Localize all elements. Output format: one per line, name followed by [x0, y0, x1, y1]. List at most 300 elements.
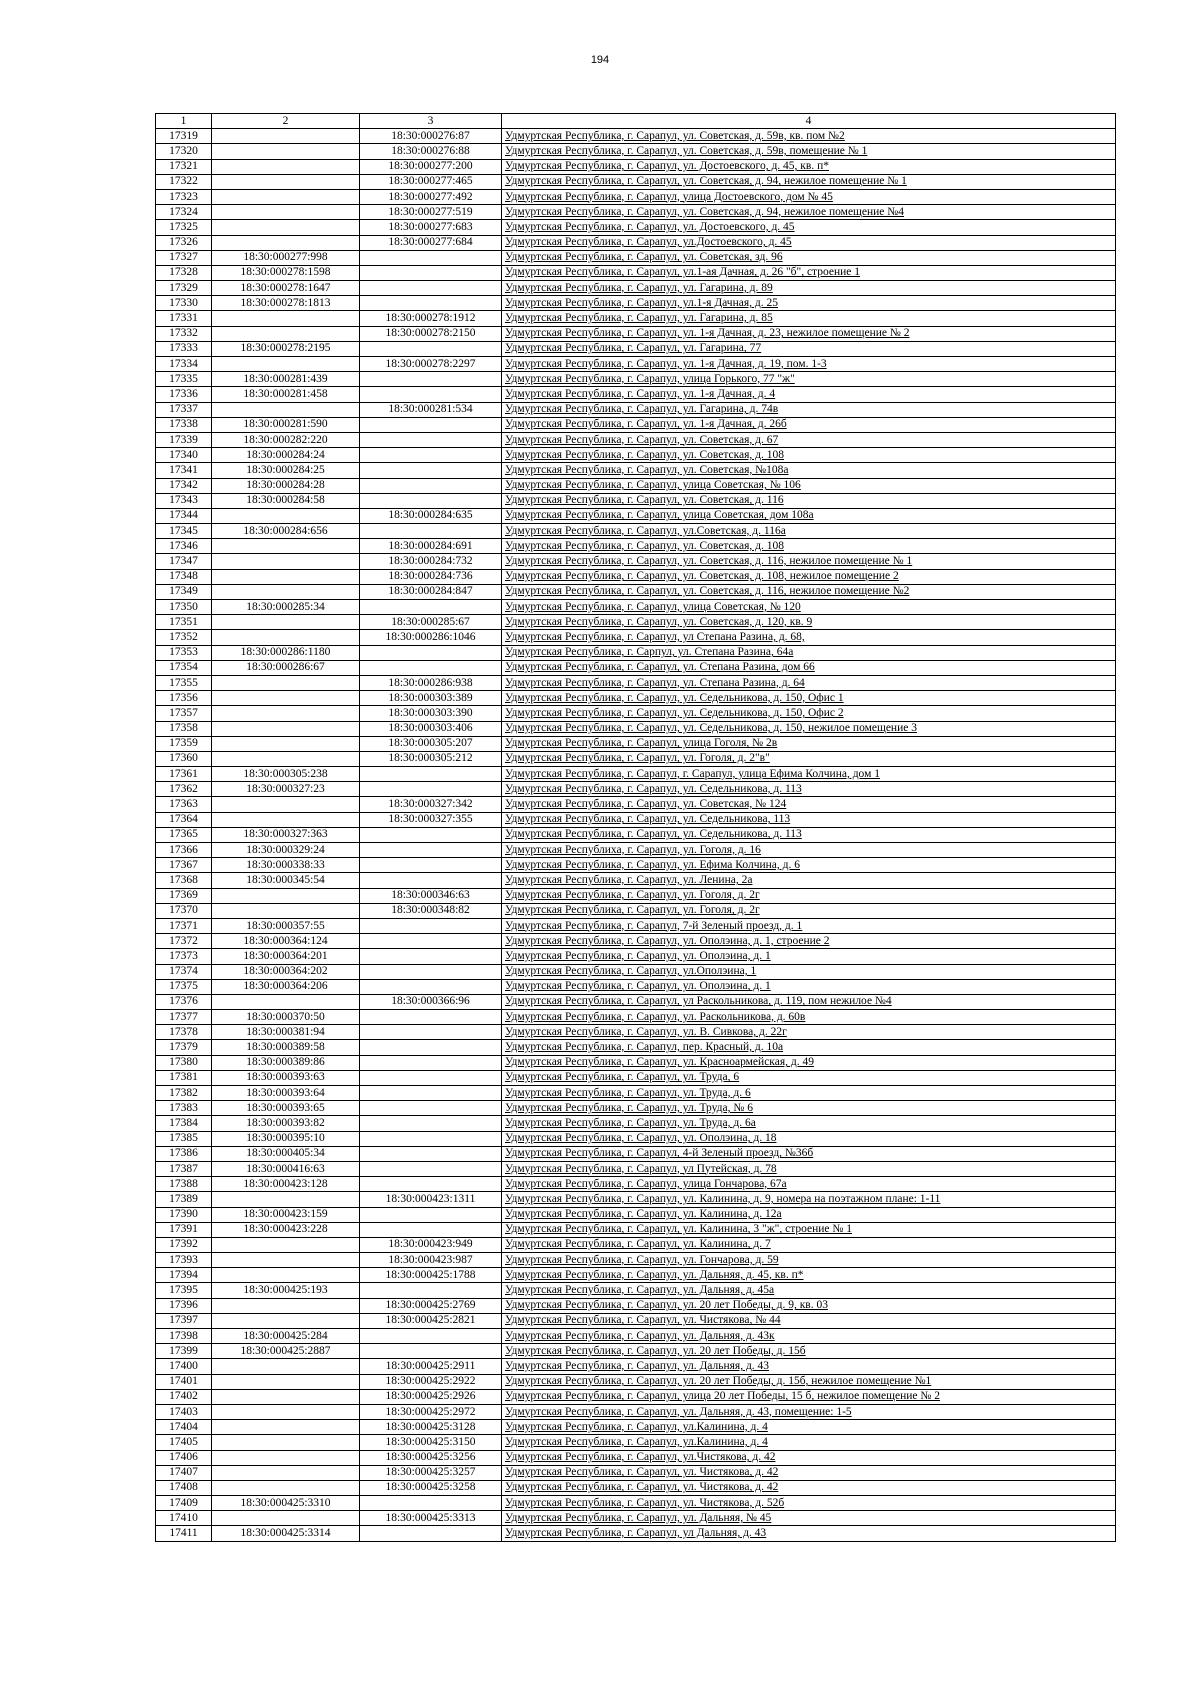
cadastral-number-col3-cell: 18:30:000277:519 — [360, 205, 502, 220]
row-number-cell: 17391 — [156, 1222, 212, 1237]
row-number-cell: 17383 — [156, 1101, 212, 1116]
row-number-cell: 17410 — [156, 1511, 212, 1526]
table-row — [156, 600, 1116, 615]
cadastral-number-col2-cell: 18:30:000282:220 — [212, 432, 360, 447]
cadastral-number-col3-cell — [360, 979, 502, 994]
cadastral-number-col3-cell: 18:30:000303:389 — [360, 691, 502, 706]
cadastral-number-col3-cell: 18:30:000425:3257 — [360, 1465, 502, 1480]
cadastral-number-col2-cell: 18:30:000278:2195 — [212, 341, 360, 356]
row-number-cell: 17393 — [156, 1253, 212, 1268]
cadastral-number-col2-cell — [212, 1480, 360, 1495]
cadastral-number-col2-cell — [212, 1237, 360, 1252]
address-cell: Удмуртская Республика, г. Сарапул, ул. Седельникова, д. 113 — [502, 782, 1116, 797]
cadastral-number-col3-cell: 18:30:000425:3128 — [360, 1420, 502, 1435]
table-row — [156, 372, 1116, 387]
cadastral-number-col3-cell: 18:30:000285:67 — [360, 615, 502, 630]
address-cell: Удмуртская Республика, г. Сарапул, ул.1-я Дачная, д. 25 — [502, 296, 1116, 311]
table-row — [156, 827, 1116, 842]
cadastral-number-col2-cell — [212, 630, 360, 645]
address-cell: Удмуртская Республика, г. Сарапул, ул. Труда, № 6 — [502, 1101, 1116, 1116]
address-cell: Удмуртская Республика, г. Сарапул, ул.Чистякова, д. 42 — [502, 1450, 1116, 1465]
cadastral-number-col3-cell: 18:30:000284:635 — [360, 508, 502, 523]
address-cell: Удмуртская Республика, г. Сарапул, пер. Красный, д. 10а — [502, 1040, 1116, 1055]
cadastral-number-col3-cell: 18:30:000327:342 — [360, 797, 502, 812]
row-number-cell: 17335 — [156, 372, 212, 387]
cadastral-number-col3-cell — [360, 1329, 502, 1344]
row-number-cell: 17345 — [156, 524, 212, 539]
cadastral-number-col2-cell — [212, 174, 360, 189]
cadastral-number-col2-cell: 18:30:000389:58 — [212, 1040, 360, 1055]
cadastral-number-col3-cell: 18:30:000277:465 — [360, 174, 502, 189]
address-cell: Удмуртская Республика, г. Сарапул, ул. Советская, зд. 96 — [502, 250, 1116, 265]
row-number-cell: 17370 — [156, 903, 212, 918]
address-cell: Удмуртская Республика, г. Сарапул, ул. 1-я Дачная, д. 26б — [502, 417, 1116, 432]
cadastral-number-col3-cell — [360, 250, 502, 265]
address-cell: Удмуртская Республика, г. Сарапул, улица Советская, № 106 — [502, 478, 1116, 493]
address-cell: Удмуртская Республика, г. Сарапул, ул. Советская, д. 116, нежилое помещение №2 — [502, 584, 1116, 599]
cadastral-number-col2-cell: 18:30:000423:159 — [212, 1207, 360, 1222]
cadastral-number-col3-cell: 18:30:000348:82 — [360, 903, 502, 918]
cadastral-number-col3-cell — [360, 1496, 502, 1511]
address-cell: Удмуртская Республика, г. Сарапул, ул. Дальняя, д. 43к — [502, 1329, 1116, 1344]
row-number-cell: 17358 — [156, 721, 212, 736]
cadastral-number-col2-cell — [212, 888, 360, 903]
table-row — [156, 1404, 1116, 1419]
row-number-cell: 17365 — [156, 827, 212, 842]
cadastral-number-col3-cell: 18:30:000305:212 — [360, 751, 502, 766]
cadastral-number-col2-cell — [212, 1374, 360, 1389]
row-number-cell: 17402 — [156, 1389, 212, 1404]
cadastral-number-col2-cell — [212, 159, 360, 174]
address-cell: Удмуртская Республика, г. Сарапул, улица Гоголя, № 2в — [502, 736, 1116, 751]
cadastral-number-col3-cell — [360, 1025, 502, 1040]
table-row — [156, 660, 1116, 675]
table-row — [156, 1496, 1116, 1511]
cadastral-number-col3-cell — [360, 1526, 502, 1541]
table-row — [156, 326, 1116, 341]
table-row — [156, 964, 1116, 979]
cadastral-number-col3-cell: 18:30:000423:949 — [360, 1237, 502, 1252]
cadastral-number-col3-cell — [360, 949, 502, 964]
cadastral-number-col3-cell — [360, 265, 502, 280]
row-number-cell: 17361 — [156, 767, 212, 782]
row-number-cell: 17373 — [156, 949, 212, 964]
column-header-4: 4 — [502, 114, 1116, 129]
table-row — [156, 903, 1116, 918]
table-row — [156, 1450, 1116, 1465]
cadastral-number-col3-cell: 18:30:000286:938 — [360, 675, 502, 690]
table-row — [156, 1283, 1116, 1298]
row-number-cell: 17411 — [156, 1526, 212, 1541]
table-row — [156, 1070, 1116, 1085]
cadastral-number-col2-cell: 18:30:000284:656 — [212, 524, 360, 539]
address-cell: Удмуртская Республика, г. Сарапул, ул. Дальняя, д. 43, помещение: 1-5 — [502, 1404, 1116, 1419]
address-cell: Удмуртская Республика, г. Сарапул, ул. Труда, д. 6а — [502, 1116, 1116, 1131]
cadastral-number-col2-cell: 18:30:000277:998 — [212, 250, 360, 265]
row-number-cell: 17351 — [156, 615, 212, 630]
cadastral-number-col2-cell: 18:30:000281:590 — [212, 417, 360, 432]
cadastral-number-col3-cell: 18:30:000423:987 — [360, 1253, 502, 1268]
row-number-cell: 17331 — [156, 311, 212, 326]
row-number-cell: 17379 — [156, 1040, 212, 1055]
table-row — [156, 675, 1116, 690]
table-row — [156, 554, 1116, 569]
table-row — [156, 1526, 1116, 1541]
cadastral-number-col3-cell — [360, 1207, 502, 1222]
cadastral-number-col2-cell — [212, 675, 360, 690]
table-row — [156, 1420, 1116, 1435]
address-cell: Удмуртская Республика, г. Сарапул, ул. Ополэина, д. 1 — [502, 979, 1116, 994]
address-cell: Удмуртская Республика, г. Сарапул, ул. Труда, 6 — [502, 1070, 1116, 1085]
table-row — [156, 508, 1116, 523]
cadastral-number-col2-cell: 18:30:000393:82 — [212, 1116, 360, 1131]
cadastral-number-col3-cell — [360, 1116, 502, 1131]
table-row — [156, 463, 1116, 478]
table-row — [156, 1101, 1116, 1116]
cadastral-number-col2-cell: 18:30:000425:2887 — [212, 1344, 360, 1359]
cadastral-number-col3-cell — [360, 524, 502, 539]
cadastral-number-col2-cell — [212, 357, 360, 372]
address-cell: Удмуртская Республика, г. Сарапул, ул. Гоголя, д. 2г — [502, 888, 1116, 903]
cadastral-number-col3-cell — [360, 463, 502, 478]
table-row — [156, 235, 1116, 250]
cadastral-number-col2-cell: 18:30:000389:86 — [212, 1055, 360, 1070]
row-number-cell: 17360 — [156, 751, 212, 766]
row-number-cell: 17395 — [156, 1283, 212, 1298]
cadastral-number-col2-cell — [212, 1435, 360, 1450]
row-number-cell: 17396 — [156, 1298, 212, 1313]
cadastral-number-col2-cell — [212, 1404, 360, 1419]
row-number-cell: 17357 — [156, 706, 212, 721]
address-cell: Удмуртская Республика, г. Сарапул, улица Советская, № 120 — [502, 600, 1116, 615]
cadastral-number-col3-cell — [360, 600, 502, 615]
table-row — [156, 250, 1116, 265]
row-number-cell: 17344 — [156, 508, 212, 523]
table-row — [156, 1359, 1116, 1374]
cadastral-number-col3-cell: 18:30:000425:3313 — [360, 1511, 502, 1526]
row-number-cell: 17371 — [156, 918, 212, 933]
cadastral-number-col2-cell: 18:30:000425:3314 — [212, 1526, 360, 1541]
cadastral-number-col2-cell: 18:30:000327:23 — [212, 782, 360, 797]
cadastral-number-col2-cell: 18:30:000370:50 — [212, 1010, 360, 1025]
cadastral-number-col3-cell — [360, 1131, 502, 1146]
cadastral-number-col2-cell: 18:30:000284:58 — [212, 493, 360, 508]
address-cell: Удмуртская Республика, г. Сарапул, г. Сарапул, улица Ефима Колчина, дом 1 — [502, 767, 1116, 782]
cadastral-number-col3-cell: 18:30:000327:355 — [360, 812, 502, 827]
table-row — [156, 1146, 1116, 1161]
address-cell: Удмуртская Республика, г. Сарапул, ул. Гагарина, д. 85 — [502, 311, 1116, 326]
address-cell: Удмуртская Республика, г. Сарапул, ул. Чистякова, д. 42 — [502, 1465, 1116, 1480]
cadastral-number-col2-cell: 18:30:000278:1598 — [212, 265, 360, 280]
table-body — [156, 129, 1116, 1541]
table-row — [156, 691, 1116, 706]
cadastral-number-col2-cell: 18:30:000423:228 — [212, 1222, 360, 1237]
row-number-cell: 17403 — [156, 1404, 212, 1419]
cadastral-number-col2-cell — [212, 1465, 360, 1480]
cadastral-number-col3-cell — [360, 432, 502, 447]
cadastral-number-col2-cell — [212, 205, 360, 220]
cadastral-number-col3-cell — [360, 858, 502, 873]
cadastral-number-col2-cell — [212, 736, 360, 751]
cadastral-number-col2-cell: 18:30:000286:67 — [212, 660, 360, 675]
cadastral-number-col3-cell: 18:30:000425:2821 — [360, 1313, 502, 1328]
table-row — [156, 1010, 1116, 1025]
address-cell: Удмуртская Республика, г. Сарапул, ул.Достоевского, д. 45 — [502, 235, 1116, 250]
table-row — [156, 448, 1116, 463]
row-number-cell: 17346 — [156, 539, 212, 554]
cadastral-number-col3-cell — [360, 1283, 502, 1298]
cadastral-number-col2-cell — [212, 994, 360, 1009]
table-row — [156, 1298, 1116, 1313]
table-row — [156, 1389, 1116, 1404]
cadastral-number-col2-cell — [212, 1268, 360, 1283]
cadastral-number-col2-cell — [212, 1313, 360, 1328]
cadastral-number-col3-cell — [360, 1344, 502, 1359]
table-row — [156, 432, 1116, 447]
column-header-1: 1 — [156, 114, 212, 129]
address-cell: Удмуртская Республика, г. Сарапул, ул. Советская, д. 120, кв. 9 — [502, 615, 1116, 630]
cadastral-number-col2-cell: 18:30:000284:24 — [212, 448, 360, 463]
row-number-cell: 17376 — [156, 994, 212, 1009]
cadastral-number-col2-cell — [212, 812, 360, 827]
cadastral-number-col2-cell — [212, 1511, 360, 1526]
table-row — [156, 174, 1116, 189]
address-cell: Удмуртская Республика, г. Сарапул, ул. Гагарина, д. 89 — [502, 281, 1116, 296]
cadastral-number-col3-cell — [360, 372, 502, 387]
address-cell: Удмуртская Республика, г. Сарапул, ул. Советская, д. 108 — [502, 539, 1116, 554]
cadastral-number-col3-cell — [360, 660, 502, 675]
row-number-cell: 17368 — [156, 873, 212, 888]
table-row — [156, 205, 1116, 220]
cadastral-number-col2-cell: 18:30:000425:284 — [212, 1329, 360, 1344]
table-row — [156, 949, 1116, 964]
cadastral-number-col2-cell: 18:30:000364:202 — [212, 964, 360, 979]
column-header-2: 2 — [212, 114, 360, 129]
cadastral-number-col3-cell — [360, 873, 502, 888]
address-cell: Удмуртская Республика, г. Сарапул, ул. Ленина, 2а — [502, 873, 1116, 888]
address-cell: Удмуртская Республика, г. Сарапул, ул. Чистякова, д. 52б — [502, 1496, 1116, 1511]
cadastral-number-col2-cell — [212, 797, 360, 812]
cadastral-number-col3-cell — [360, 1055, 502, 1070]
row-number-cell: 17388 — [156, 1177, 212, 1192]
address-cell: Удмуртская Республика, г. Сарапул, ул Дальняя, д. 43 — [502, 1526, 1116, 1541]
address-cell: Удмуртская Республика, г. Сарапул, ул. 20 лет Победы, д. 9, кв. 03 — [502, 1298, 1116, 1313]
cadastral-number-col2-cell — [212, 220, 360, 235]
table-row — [156, 493, 1116, 508]
table-row — [156, 1177, 1116, 1192]
address-cell: Удмуртская Республика, г. Сарапул, улица Гончарова, 67а — [502, 1177, 1116, 1192]
row-number-cell: 17404 — [156, 1420, 212, 1435]
address-cell: Удмуртская Республика, г. Сарапул, улица Горького, 77 "ж" — [502, 372, 1116, 387]
table-row — [156, 1207, 1116, 1222]
table-row — [156, 357, 1116, 372]
row-number-cell: 17374 — [156, 964, 212, 979]
address-cell: Удмуртская Республика, г. Сарапул, ул. Седельникова, д. 150, Офис 1 — [502, 691, 1116, 706]
table-row — [156, 1025, 1116, 1040]
table-row — [156, 1435, 1116, 1450]
cadastral-number-col2-cell — [212, 129, 360, 144]
cadastral-number-col3-cell — [360, 1086, 502, 1101]
header-row — [156, 114, 1116, 129]
address-cell: Удмуртская Республика, г. Сарапул, 7-й Зеленый проезд, д. 1 — [502, 918, 1116, 933]
row-number-cell: 17322 — [156, 174, 212, 189]
row-number-cell: 17339 — [156, 432, 212, 447]
table-row — [156, 1511, 1116, 1526]
table-row — [156, 296, 1116, 311]
table-row — [156, 1237, 1116, 1252]
cadastral-number-col2-cell — [212, 539, 360, 554]
table-row — [156, 539, 1116, 554]
address-cell: Удмуртская Республика, г. Сарапул, ул. Ополэина, д. 1, строение 2 — [502, 934, 1116, 949]
cadastral-number-col2-cell: 18:30:000405:34 — [212, 1146, 360, 1161]
address-cell: Удмуртская Республика, г. Сарапул, ул. Гагарина, д. 74в — [502, 402, 1116, 417]
row-number-cell: 17327 — [156, 250, 212, 265]
address-cell: Удмуртская Республика, г. Сарапул, ул. Гоголя, д. 2"в" — [502, 751, 1116, 766]
cadastral-number-col3-cell: 18:30:000284:847 — [360, 584, 502, 599]
cadastral-number-col2-cell: 18:30:000284:28 — [212, 478, 360, 493]
table-row — [156, 1131, 1116, 1146]
cadastral-number-col2-cell: 18:30:000425:3310 — [212, 1496, 360, 1511]
cadastral-number-col3-cell — [360, 387, 502, 402]
row-number-cell: 17350 — [156, 600, 212, 615]
cadastral-number-col3-cell — [360, 918, 502, 933]
cadastral-number-col2-cell — [212, 751, 360, 766]
cadastral-number-col3-cell: 18:30:000425:2922 — [360, 1374, 502, 1389]
row-number-cell: 17359 — [156, 736, 212, 751]
cadastral-number-col3-cell: 18:30:000284:736 — [360, 569, 502, 584]
table-row — [156, 797, 1116, 812]
row-number-cell: 17329 — [156, 281, 212, 296]
cadastral-number-col3-cell — [360, 1161, 502, 1176]
cadastral-number-col2-cell: 18:30:000381:94 — [212, 1025, 360, 1040]
address-cell: Удмуртская Республика, г. Сарапул, ул. Советская, д. 59в, кв. пом №2 — [502, 129, 1116, 144]
address-cell: Удмуртская Республика, г. Сарпул, ул. Степана Разина, 64а — [502, 645, 1116, 660]
table-row — [156, 630, 1116, 645]
row-number-cell: 17363 — [156, 797, 212, 812]
address-cell: Удмуртская Республика, г. Сарапул, ул. Достоевского, д. 45, кв. п* — [502, 159, 1116, 174]
table-row — [156, 281, 1116, 296]
table-row — [156, 1344, 1116, 1359]
cadastral-number-col3-cell — [360, 493, 502, 508]
table-row — [156, 387, 1116, 402]
cadastral-number-col3-cell: 18:30:000277:683 — [360, 220, 502, 235]
row-number-cell: 17348 — [156, 569, 212, 584]
address-cell: Удмуртская Республика, г. Сарапул, 4-й Зеленый проезд, №36б — [502, 1146, 1116, 1161]
row-number-cell: 17399 — [156, 1344, 212, 1359]
address-cell: Удмуртская Республика, г. Сарапул, ул.Советская, д. 116а — [502, 524, 1116, 539]
row-number-cell: 17330 — [156, 296, 212, 311]
address-cell: Удмуртская Республика, г. Сарапул, ул. Дальняя, д. 43 — [502, 1359, 1116, 1374]
column-header-3: 3 — [360, 114, 502, 129]
table-row — [156, 1329, 1116, 1344]
address-cell: Удмуртская Республика, г. Сарапул, ул. Калинина, 3 "ж", строение № 1 — [502, 1222, 1116, 1237]
row-number-cell: 17328 — [156, 265, 212, 280]
row-number-cell: 17366 — [156, 843, 212, 858]
address-cell: Удмуртская Республика, г. Сарапул, улица 20 лет Победы, 15 б, нежилое помещение № 2 — [502, 1389, 1116, 1404]
cadastral-number-col2-cell: 18:30:000285:34 — [212, 600, 360, 615]
table-row — [156, 1313, 1116, 1328]
cadastral-number-col3-cell: 18:30:000281:534 — [360, 402, 502, 417]
cadastral-number-col3-cell — [360, 448, 502, 463]
cadastral-number-col3-cell — [360, 1070, 502, 1085]
cadastral-number-col2-cell: 18:30:000284:25 — [212, 463, 360, 478]
cadastral-number-col3-cell — [360, 478, 502, 493]
address-cell: Удмуртская Республика, г. Сарапул, ул. Достоевского, д. 45 — [502, 220, 1116, 235]
cadastral-number-col3-cell — [360, 281, 502, 296]
row-number-cell: 17355 — [156, 675, 212, 690]
cadastral-number-col2-cell: 18:30:000395:10 — [212, 1131, 360, 1146]
table-row — [156, 402, 1116, 417]
row-number-cell: 17347 — [156, 554, 212, 569]
cadastral-number-col2-cell: 18:30:000345:54 — [212, 873, 360, 888]
address-cell: Удмуртская Республика, г. Сарапул, ул Раскольникова, д. 119, пом нежилое №4 — [502, 994, 1116, 1009]
cadastral-number-col3-cell: 18:30:000277:492 — [360, 189, 502, 204]
cadastral-number-col2-cell — [212, 144, 360, 159]
row-number-cell: 17372 — [156, 934, 212, 949]
cadastral-number-col2-cell — [212, 311, 360, 326]
table-row — [156, 1480, 1116, 1495]
table-row — [156, 524, 1116, 539]
address-cell: Удмуртская Республика, г. Сарапул, ул.Калинина, д. 4 — [502, 1420, 1116, 1435]
cadastral-number-col3-cell: 18:30:000425:2972 — [360, 1404, 502, 1419]
address-cell: Удмуртская Республика, г. Сарапул, ул. Чистякова, д. 42 — [502, 1480, 1116, 1495]
row-number-cell: 17381 — [156, 1070, 212, 1085]
row-number-cell: 17401 — [156, 1374, 212, 1389]
row-number-cell: 17409 — [156, 1496, 212, 1511]
address-cell: Удмуртская Республика, г. Сарапул, ул. Калинина, д. 9, номера на поэтажном плане: 1-11 — [502, 1192, 1116, 1207]
cadastral-number-col3-cell — [360, 843, 502, 858]
cadastral-number-col2-cell — [212, 1359, 360, 1374]
cadastral-number-col2-cell: 18:30:000286:1180 — [212, 645, 360, 660]
table-row — [156, 159, 1116, 174]
address-cell: Удмуртская Республика, г. Сарапул, ул. 1-я Дачная, д. 4 — [502, 387, 1116, 402]
cadastral-number-col2-cell — [212, 615, 360, 630]
table-row — [156, 979, 1116, 994]
table-row — [156, 220, 1116, 235]
table-row — [156, 1222, 1116, 1237]
row-number-cell: 17320 — [156, 144, 212, 159]
table-row — [156, 129, 1116, 144]
row-number-cell: 17332 — [156, 326, 212, 341]
row-number-cell: 17398 — [156, 1329, 212, 1344]
address-cell: Удмуртская Республика, г. Сарапул, ул. Ополэина, д. 18 — [502, 1131, 1116, 1146]
address-cell: Удмуртская Республика, г. Сарапул, ул.1-ая Дачная, д. 26 "б", строение 1 — [502, 265, 1116, 280]
cadastral-number-col2-cell: 18:30:000393:63 — [212, 1070, 360, 1085]
address-cell: Удмуртская Республика, г. Сарапул, ул. Советская, № 124 — [502, 797, 1116, 812]
cadastral-number-col2-cell — [212, 1450, 360, 1465]
row-number-cell: 17319 — [156, 129, 212, 144]
cadastral-number-col3-cell — [360, 934, 502, 949]
address-cell: Удмуртская Республика, г. Сарапул, ул. Степана Разина, д. 64 — [502, 675, 1116, 690]
cadastral-number-col3-cell: 18:30:000278:2297 — [360, 357, 502, 372]
row-number-cell: 17405 — [156, 1435, 212, 1450]
address-cell: Удмуртская Республика, г. Сарапул, ул. Калинина, д. 12а — [502, 1207, 1116, 1222]
address-cell: Удмуртская Республика, г. Сарапул, ул. 1-я Дачная, д. 23, нежилое помещение № 2 — [502, 326, 1116, 341]
table-row — [156, 189, 1116, 204]
table-row — [156, 478, 1116, 493]
address-cell: Удмуртская Республика, г. Сарапул, ул Путейская, д. 78 — [502, 1161, 1116, 1176]
row-number-cell: 17342 — [156, 478, 212, 493]
cadastral-number-col2-cell: 18:30:000338:33 — [212, 858, 360, 873]
table-row — [156, 843, 1116, 858]
table-row — [156, 1055, 1116, 1070]
table-row — [156, 858, 1116, 873]
cadastral-number-col2-cell: 18:30:000281:458 — [212, 387, 360, 402]
row-number-cell: 17356 — [156, 691, 212, 706]
row-number-cell: 17362 — [156, 782, 212, 797]
address-cell: Удмуртская Республика, г. Сарапул, ул. Седельникова, д. 150, Офис 2 — [502, 706, 1116, 721]
cadastral-number-col3-cell — [360, 1222, 502, 1237]
